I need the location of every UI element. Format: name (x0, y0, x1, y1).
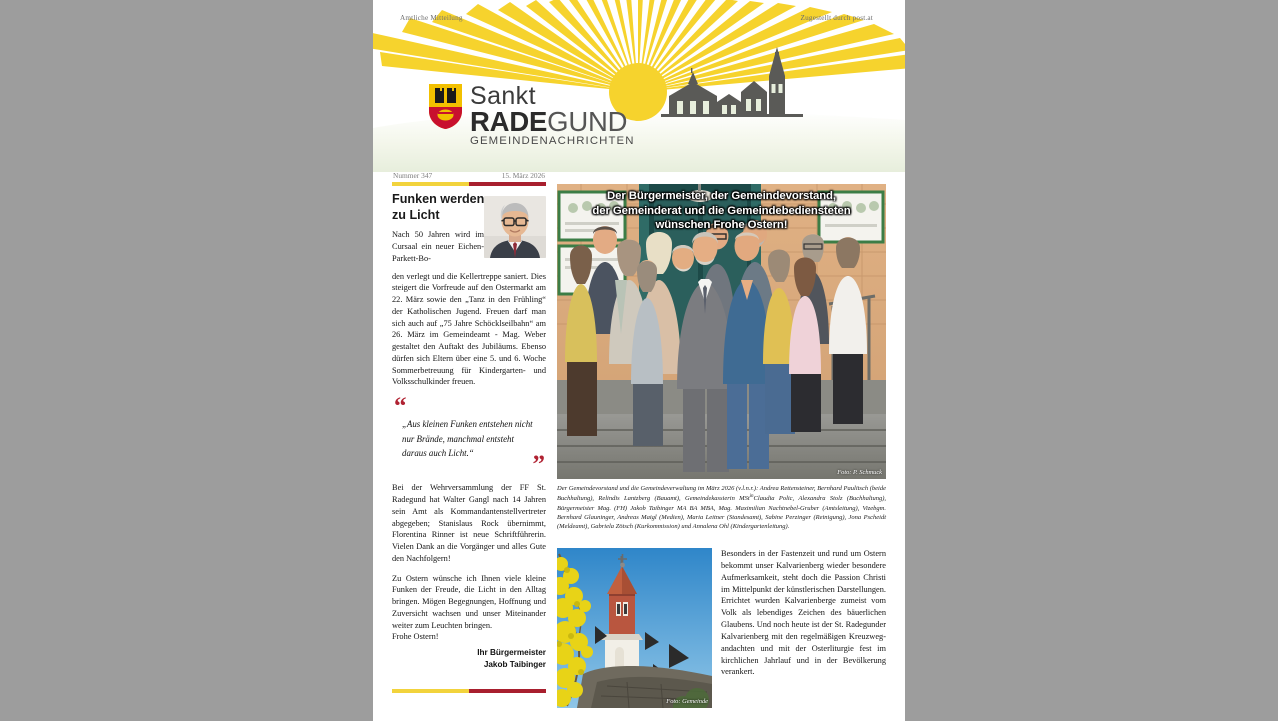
mayor-portrait-image (484, 196, 546, 258)
rule-red (469, 182, 546, 186)
feature-column (557, 184, 886, 531)
article-headline: Funken werden zu Licht (392, 192, 485, 222)
footer-rule-yellow (392, 689, 469, 693)
calvary-article-text: Besonders in der Fastenzeit und rund um Ostern bekommt unser Kalvarienberg wieder besondere Aufmerksamkeit, steht doch die Passion Christi im Mittelpunkt der künstlerischen Darstellungen. Errichtet wurden Kalvarienberge zumeist vom Volk als lebendiges Zeichen des bäuerlichen Glaubens. Und noch heute ist der St. Radegunder Kalvarienberg mit den regelmäßigen Kreuzweg-andachten und mit der Osterliturgie fest im kirchlichen Jahrlauf und in der Bevölkerung verankert. (721, 549, 886, 677)
group-photo-credit: Foto: P. Schmuck (837, 469, 882, 476)
caption-superscript: in (749, 494, 754, 500)
tagline-delivery: Zugestellt durch post.at (800, 14, 873, 22)
rule-yellow (392, 182, 469, 186)
tagline-official-notice: Amtliche Mitteilung (400, 14, 463, 22)
issue-date: 15. März 2026 (501, 171, 545, 180)
wordmark-radegund (470, 105, 635, 137)
article-paragraph-1: den verlegt und die Kellertreppe saniert. Dies steigert die Vorfreude auf den Ostermarkt am 22. März sowie den „Tanz in den Frühling“ der Katholischen Jugend. Freuen darf man sich auch auf „75 Jahre Schöcklseilbahn“ am 26. März im Gemeindeamt - Mag. Weber gestaltet den Auftakt des Jubiläums. Ebenso dürfen sich Eltern über eine 5. und 6. Woche Sommerbetreuung für Kindergarten- und Volksschulkinder freuen. (392, 271, 546, 387)
article-paragraph-lead: Nach 50 Jahren wird im Cursaal ein neuer Eichen-Parkett-Bo- (392, 230, 484, 263)
masthead (373, 0, 905, 172)
wordmark-gund: GUND (547, 105, 628, 137)
article-paragraph-3: Zu Ostern wünsche ich Ihnen viele kleine Funken der Freude, die Licht in den Alltag bringen. Mögen Begegnungen, Hoffnung und Zuversicht wachsen und unser Miteinander weiter zum Leuchten bringen. (392, 573, 546, 630)
pull-quote (392, 393, 546, 479)
editorial-column (392, 192, 546, 670)
group-photo (557, 184, 886, 479)
group-photo-caption (557, 484, 886, 531)
issue-bar (392, 171, 546, 186)
signature-name: Jakob Taibinger (483, 659, 546, 669)
signature-block (392, 647, 546, 670)
wordmark-sankt: Sankt (470, 82, 536, 110)
greeting-line-1: Der Bürgermeister, der Gemeindevorstand, (607, 190, 836, 202)
greeting-line-2: der Gemeinderat und die Gemeindebediensteten (592, 204, 851, 217)
footer-color-rule (392, 689, 546, 693)
quote-open-icon: “ (394, 393, 406, 421)
coat-of-arms-icon (428, 83, 463, 130)
article-closing-line: Frohe Ostern! (392, 632, 439, 642)
article-paragraph-2: Bei der Wehrversammlung der FF St. Radegund hat Walter Gangl nach 14 Jahren sein Amt als Kommandantenstellvertreter abgegeben; Stanislaus Rock übernimmt, Florentina Rinner ist neue Schriftführerin. Vielen Dank an die Vorgänger und alles Gute den Nachfolgern! (392, 483, 546, 563)
wordmark (470, 83, 635, 147)
caption-part-1: Der Gemeindevorstand und die Gemeindeverwaltung im März 2026 (v.l.n.r.): Andrea Rettensteiner, Bernhard Paulitsch (beide Buchhaltung), Relindis Lantzberg (Bauamt), Gemeindekassierin MSt (557, 485, 886, 503)
calvary-article (721, 548, 886, 708)
wordmark-subtitle: GEMEINDENACHRICHTEN (470, 135, 635, 147)
church-photo (557, 548, 712, 708)
church-photo-image (557, 548, 712, 708)
lower-feature-row (557, 548, 886, 708)
caption-part-2: Claudia Polic, Alexandra Stolz (Buchhaltung), Bürgermeister Mag. (FH) Jakob Taibinger MA BA MBA, Mag. Maximilian Nachtnebel-Gruber (Amtsleitung), Vizebgm. Bernhard Glauninger, Andreas Maigl (Medien), Maria Leitner (Standesamt), Sabine Perzinger (Reinigung), Jona Pscheidt (Meldeamt), Gabriela Zötsch (Kurkommission) und Annalena Ohl (Kindergartenleitung). (557, 495, 887, 531)
footer-rule-red (469, 689, 546, 693)
wordmark-rade: RADE (470, 105, 548, 137)
issue-number: Nummer 347 (393, 171, 433, 180)
easter-greeting-banner (557, 184, 886, 239)
greeting-line-3: wünschen Frohe Ostern! (655, 219, 788, 232)
logo-block[interactable] (428, 83, 635, 147)
quote-close-icon: ” (532, 451, 544, 479)
signature-role: Ihr Bürgermeister (477, 648, 546, 658)
newsletter-page (373, 0, 905, 721)
mayor-portrait (484, 196, 546, 258)
issue-color-rule (392, 182, 546, 186)
pull-quote-text: „Aus kleinen Funken entstehen nicht nur Brände, manchmal entsteht daraus auch Licht.“ (402, 419, 533, 459)
church-photo-credit: Foto: Gemeinde (666, 698, 708, 705)
